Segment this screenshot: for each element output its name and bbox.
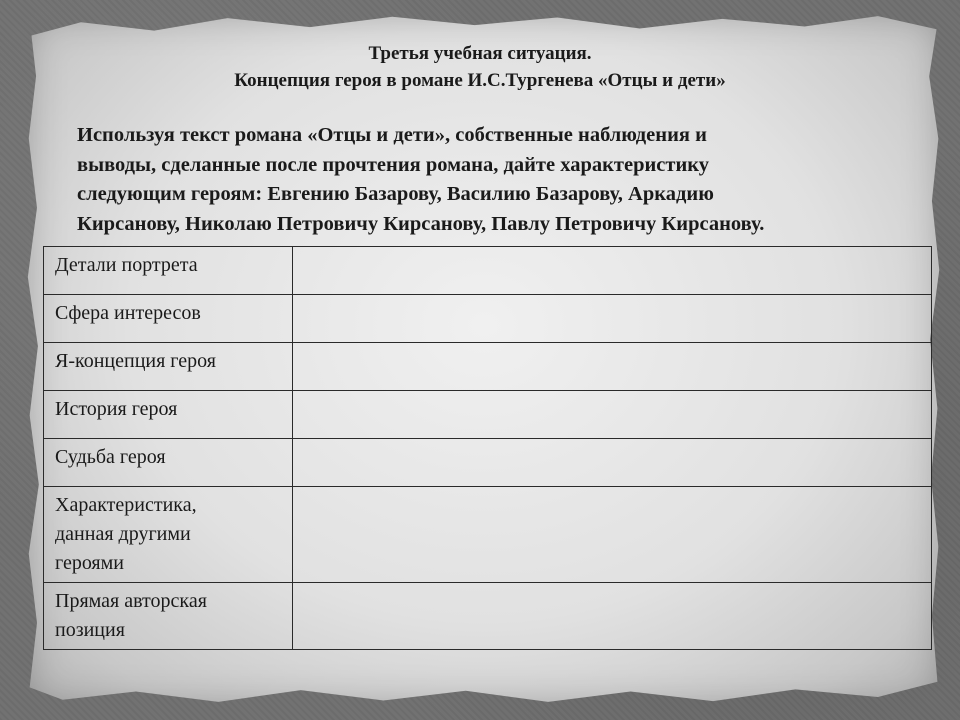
table-row xyxy=(44,343,932,391)
row-label: Характеристика, данная другими героями xyxy=(44,487,293,583)
task-description: Используя текст романа «Отцы и дети», собственные наблюдения и выводы, сделанные после прочтения романа, дайте характеристику следующим героям: Евгению Базарову, Василию Базарову, Аркадию Кирсанову, Николаю Петровичу Кирсанову, Павлу Петровичу Кирсанову. xyxy=(77,124,765,235)
title-line-1: Третья учебная ситуация. xyxy=(368,43,592,64)
row-value-cell xyxy=(293,343,932,391)
table-row xyxy=(44,391,932,439)
row-value-cell xyxy=(293,487,932,583)
slide-title xyxy=(0,40,960,94)
row-value-cell xyxy=(293,391,932,439)
table-row xyxy=(44,583,932,650)
table-row xyxy=(44,247,932,295)
row-value-cell xyxy=(293,439,932,487)
table-row xyxy=(44,487,932,583)
table-row xyxy=(44,295,932,343)
row-value-cell xyxy=(293,583,932,650)
row-label: Сфера интересов xyxy=(44,295,293,343)
title-line-2: Концепция героя в романе И.С.Тургенева «Отцы и дети» xyxy=(234,70,726,91)
row-label: Прямая авторская позиция xyxy=(44,583,293,650)
row-label: История героя xyxy=(44,391,293,439)
row-label: Детали портрета xyxy=(44,247,293,295)
row-value-cell xyxy=(293,295,932,343)
table-row xyxy=(44,439,932,487)
row-label: Судьба героя xyxy=(44,439,293,487)
row-value-cell xyxy=(293,247,932,295)
row-label: Я-концепция героя xyxy=(44,343,293,391)
characteristics-table xyxy=(43,246,932,650)
